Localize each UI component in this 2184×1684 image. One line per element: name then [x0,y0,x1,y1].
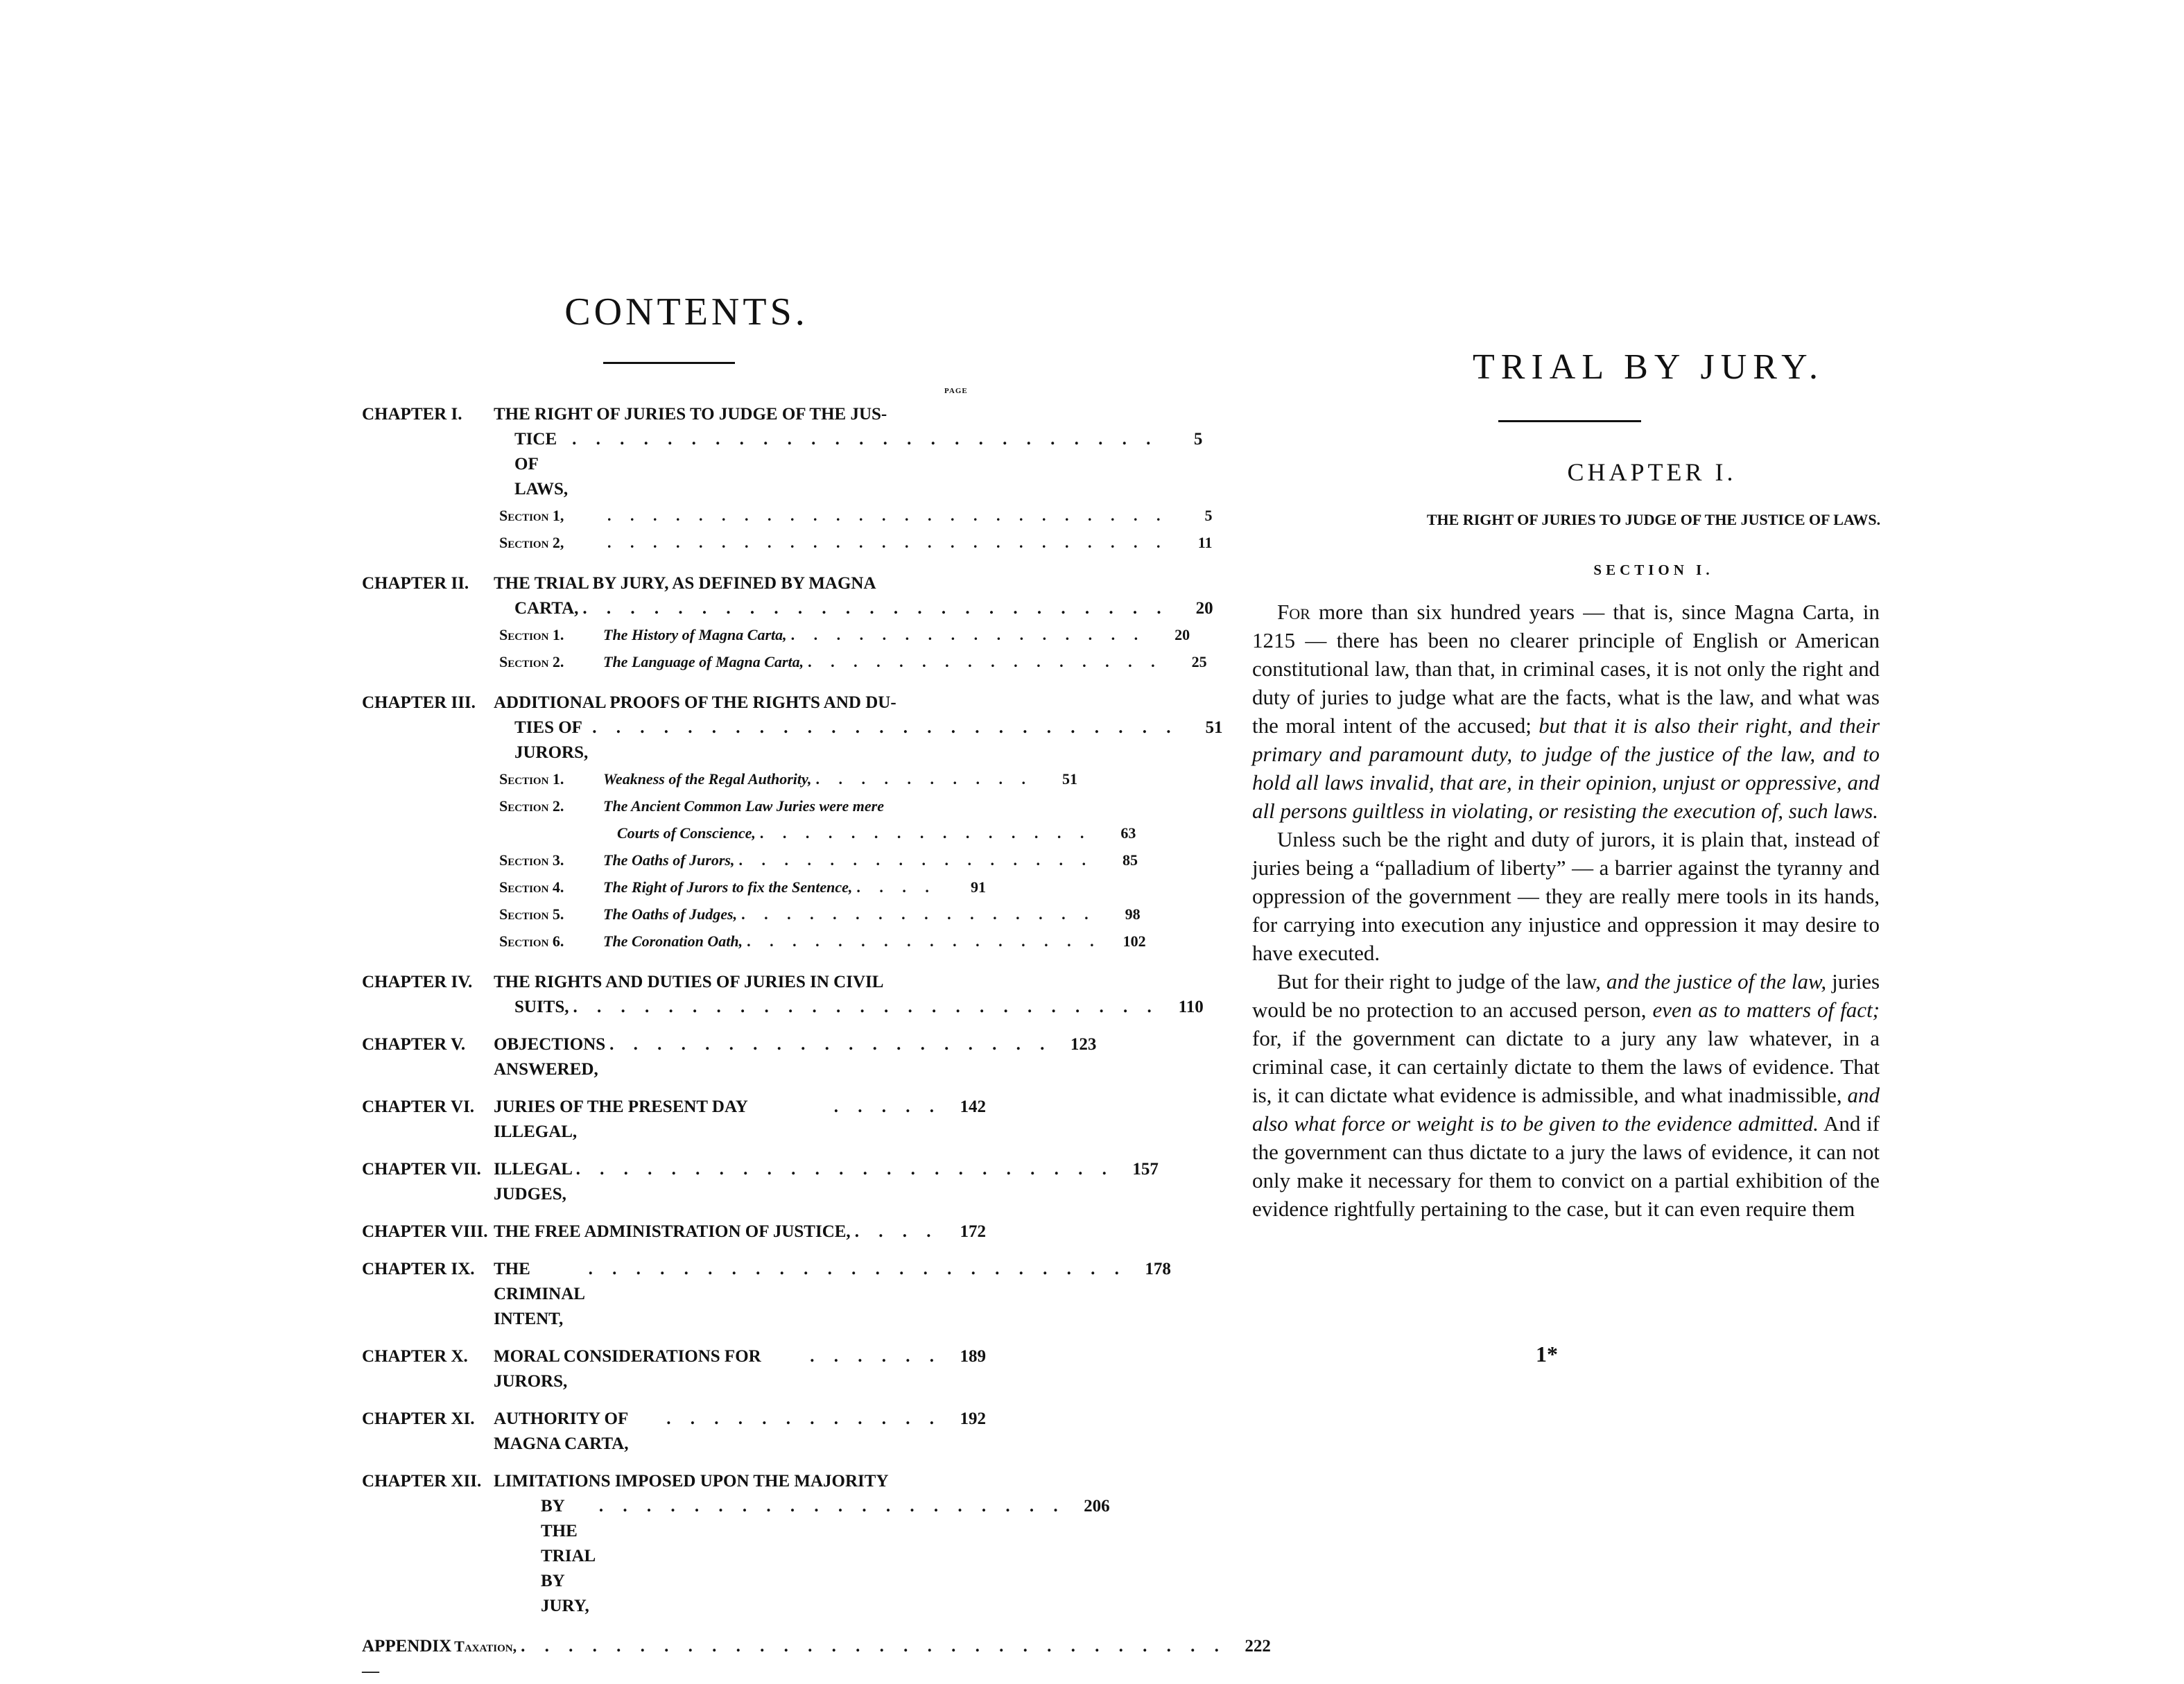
page-number: 25 [1191,653,1207,670]
section-title: Weakness of the Regal Authority, [603,770,812,788]
toc-section[interactable]: Section 1, . . . . . . . . . . . . . . . . . . . . . . . . . 5 [362,502,986,529]
section-title: The Oaths of Jurors, [603,851,735,869]
chapter-title-cont: BY THE TRIAL BY JURY, [541,1497,595,1615]
chapter-label: CHAPTER VII. [362,1160,481,1179]
chapter-label: CHAPTER I. [362,405,462,424]
title-rule [1498,420,1641,422]
page-number: 98 [1125,905,1141,923]
section-label: Section 6. [499,932,564,950]
chapter-title: MORAL CONSIDERATIONS FOR JURORS, [494,1347,761,1391]
chapter-subtitle: THE RIGHT OF JURIES TO JUDGE OF THE JUSTICE OF LAWS. [1426,511,1881,528]
toc-section[interactable]: Section 1. The History of Magna Carta, . . . . . . . . . . . . . . . . 20 [362,621,986,648]
page-number: 172 [960,1222,986,1241]
page-number: 5 [1193,430,1203,449]
toc-entry-chapter-1[interactable]: CHAPTER I. THE RIGHT OF JURIES TO JUDGE OF THE JUS- TICE OF LAWS, . . . . . . . . . . . . . . . . . . . . . . . . . 5 [362,402,986,502]
section-title: The Coronation Oath, [603,932,743,950]
chapter-title: THE TRIAL BY JURY, AS DEFINED BY MAGNA [494,574,876,593]
section-title-cont: Courts of Conscience, [617,824,756,842]
toc-section[interactable]: Section 4. The Right of Jurors to fix the Sentence, . . . . 91 [362,874,986,901]
appendix-title: Taxation, [454,1638,517,1655]
toc-section[interactable]: Section 2, . . . . . . . . . . . . . . . . . . . . . . . . . 11 [362,529,986,556]
chapter-title-cont: CARTA, [514,599,579,618]
chapter-title-cont: TIES OF JURORS, [514,718,589,762]
section-label: Section 2. [499,653,564,670]
page-number: 85 [1122,851,1138,869]
page-number: 91 [971,878,986,896]
page-number: 20 [1175,626,1190,643]
title-rule [603,362,735,364]
chapter-label: CHAPTER III. [362,693,476,712]
toc-entry-chapter-9[interactable]: CHAPTER IX. THE CRIMINAL INTENT, . . . . . . . . . . . . . . . . . . . . . . . 178 [362,1257,986,1332]
paragraph-3: But for their right to judge of the law, and the justice of the law, juries would be no protection to an accused person, even as to matters of fact; for, if the government can dictate to a jury any law whatever, in a criminal case, it can certainly dictate to them the laws of evidence. That is, it can dictate what evidence is admissible, and what inadmissible, and also what force or weight is to be given to the evidence admitted. And if the government can thus dictate to a jury the laws of evidence, it can not only make it necessary for them to convict on a partial exhibition of the evidence rightfully pertaining to the case, but it can even require them [1252,969,1880,1221]
chapter-title: AUTHORITY OF MAGNA CARTA, [494,1409,629,1453]
toc-section[interactable]: Section 6. The Coronation Oath, . . . . . . . . . . . . . . . . 102 [362,928,986,955]
page-number: 189 [960,1347,986,1366]
toc-entry-chapter-7[interactable]: CHAPTER VII. ILLEGAL JUDGES, . . . . . . . . . . . . . . . . . . . . . . . 157 [362,1157,986,1207]
toc-entry-chapter-10[interactable]: CHAPTER X. MORAL CONSIDERATIONS FOR JURORS, . . . . . . 189 [362,1344,986,1394]
chapter-title: OBJECTIONS ANSWERED, [494,1035,606,1079]
toc-section[interactable] [362,792,986,819]
toc-entry-chapter-4[interactable]: CHAPTER IV. THE RIGHTS AND DUTIES OF JURIES IN CIVIL SUITS, . . . . . . . . . . . . . . . . . . . . . . . . . 110 [362,970,986,1020]
section-title: The History of Magna Carta, [603,626,787,643]
chapter-label: CHAPTER VIII. [362,1222,488,1241]
section-label: Section 4. [499,878,564,896]
page-number: 51 [1061,770,1077,788]
page-number: 63 [1120,824,1136,842]
toc-entry-chapter-5[interactable]: CHAPTER V. OBJECTIONS ANSWERED, . . . . . . . . . . . . . . . . . . . 123 [362,1032,986,1082]
chapter-title: THE RIGHTS AND DUTIES OF JURIES IN CIVIL [494,973,884,991]
toc-section[interactable]: Section 5. The Oaths of Judges, . . . . . . . . . . . . . . . . 98 [362,901,986,928]
page-number: 178 [1145,1260,1171,1278]
toc-section[interactable]: Section 2. The Language of Magna Carta, . . . . . . . . . . . . . . . . 25 [362,648,986,675]
section-label: Section 5. [499,905,564,923]
book-title: TRIAL BY JURY. [1473,347,1824,387]
section-label: Section 3. [499,851,564,869]
chapter-label: CHAPTER V. [362,1035,466,1054]
toc-entry-chapter-8[interactable]: CHAPTER VIII. THE FREE ADMINISTRATION OF JUSTICE, . . . . 172 [362,1219,986,1244]
section-label: Section 2, [499,534,564,551]
chapter-label: CHAPTER IX. [362,1260,475,1278]
page-number: 110 [1178,998,1204,1016]
section-title: The Ancient Common Law Juries were mere [603,797,884,815]
page-number: 102 [1123,932,1146,950]
contents-title: CONTENTS. [564,290,808,333]
chapter-title: ILLEGAL JUDGES, [494,1160,572,1204]
section-title: The Language of Magna Carta, [603,653,804,670]
page-number: 157 [1132,1160,1159,1179]
page-number: 222 [1245,1637,1271,1656]
chapter-title: ADDITIONAL PROOFS OF THE RIGHTS AND DU- [494,693,896,712]
table-of-contents [362,402,1271,1684]
page-number: 5 [1204,507,1213,524]
section-label: Section 2. [499,797,564,815]
section-label: Section 1. [499,626,564,643]
chapter-label: CHAPTER X. [362,1347,468,1366]
chapter-title: THE FREE ADMINISTRATION OF JUSTICE, [494,1222,851,1241]
toc-entry-appendix[interactable]: APPENDIX — Taxation, . . . . . . . . . . . . . . . . . . . . . . . . . . . . . . 222 [362,1634,986,1684]
chapter-label: CHAPTER VI. [362,1097,475,1116]
chapter-page [1092,0,2184,1508]
chapter-label: CHAPTER II. [362,574,469,593]
toc-entry-chapter-3[interactable]: CHAPTER III. ADDITIONAL PROOFS OF THE RIGHTS AND DU- TIES OF JURORS, . . . . . . . . . . . . . . . . . . . . . . . . . 51 [362,691,986,765]
body-text [1252,598,1880,1223]
paragraph-2: Unless such be the right and duty of jurors, it is plain that, instead of juries being a “palladium of liberty” — a barrier against the tyranny and oppression of the government — they are really mere tools in its hands, for carrying into execution any injustice and oppression it may desire to have executed. [1252,827,1880,965]
page-number: 142 [960,1097,986,1116]
toc-entry-chapter-2[interactable]: CHAPTER II. THE TRIAL BY JURY, AS DEFINED BY MAGNA CARTA, . . . . . . . . . . . . . . . . . . . . . . . . . 20 [362,571,986,621]
chapter-label: CHAPTER XII. [362,1472,482,1491]
page-number: 11 [1197,534,1213,551]
chapter-title: LIMITATIONS IMPOSED UPON THE MAJORITY [494,1472,889,1491]
chapter-title-cont: TICE OF LAWS, [514,430,569,498]
section-label: Section 1. [499,770,564,788]
toc-section[interactable]: Section 1. Weakness of the Regal Authority, . . . . . . . . . . 51 [362,765,986,792]
toc-section[interactable]: Section 3. The Oaths of Jurors, . . . . . . . . . . . . . . . . 85 [362,847,986,874]
chapter-heading: CHAPTER I. [1567,458,1737,486]
page-number: 123 [1070,1035,1097,1054]
toc-entry-chapter-12[interactable]: CHAPTER XII. LIMITATIONS IMPOSED UPON THE MAJORITY BY THE TRIAL BY JURY, . . . . . . . . . . . . . . . . . . . . 206 [362,1469,986,1619]
chapter-label: CHAPTER IV. [362,973,473,991]
signature-mark: 1* [1536,1342,1558,1366]
section-heading: SECTION I. [1593,562,1714,578]
toc-entry-chapter-6[interactable]: CHAPTER VI. JURIES OF THE PRESENT DAY ILLEGAL, . . . . . 142 [362,1095,986,1145]
page-column-label: PAGE [944,387,968,395]
chapter-title-cont: SUITS, [514,998,569,1016]
appendix-label: APPENDIX — [362,1637,452,1681]
toc-section-cont[interactable]: Courts of Conscience, . . . . . . . . . . . . . . . 63 [362,819,986,847]
page-number: 20 [1195,599,1213,618]
page-number: 51 [1205,718,1223,737]
section-title: The Right of Jurors to fix the Sentence, [603,878,853,896]
chapter-title: THE RIGHT OF JURIES TO JUDGE OF THE JUS- [494,405,887,424]
paragraph-1: For more than six hundred years — that is, since Magna Carta, in 1215 — there has been no clearer principle of English or American constitutional law, than that, in criminal cases, it is not only the right and duty of juries to judge what are the facts, what is the law, and what was the moral intent of the accused; but that it is also their right, and their primary and paramount duty, to judge of the justice of the law, and to hold all laws invalid, that are, in their opinion, unjust or oppressive, and all persons guiltless in violating, or resisting the execution of, such laws. [1252,600,1880,823]
chapter-label: CHAPTER XI. [362,1409,475,1428]
section-label: Section 1, [499,507,564,524]
chapter-title: THE CRIMINAL INTENT, [494,1260,584,1328]
toc-entry-chapter-11[interactable]: CHAPTER XI. AUTHORITY OF MAGNA CARTA, . . . . . . . . . . . . 192 [362,1407,986,1457]
chapter-title: JURIES OF THE PRESENT DAY ILLEGAL, [494,1097,747,1141]
page-number: 206 [1084,1497,1110,1516]
section-title: The Oaths of Judges, [603,905,738,923]
page-number: 192 [960,1409,986,1428]
